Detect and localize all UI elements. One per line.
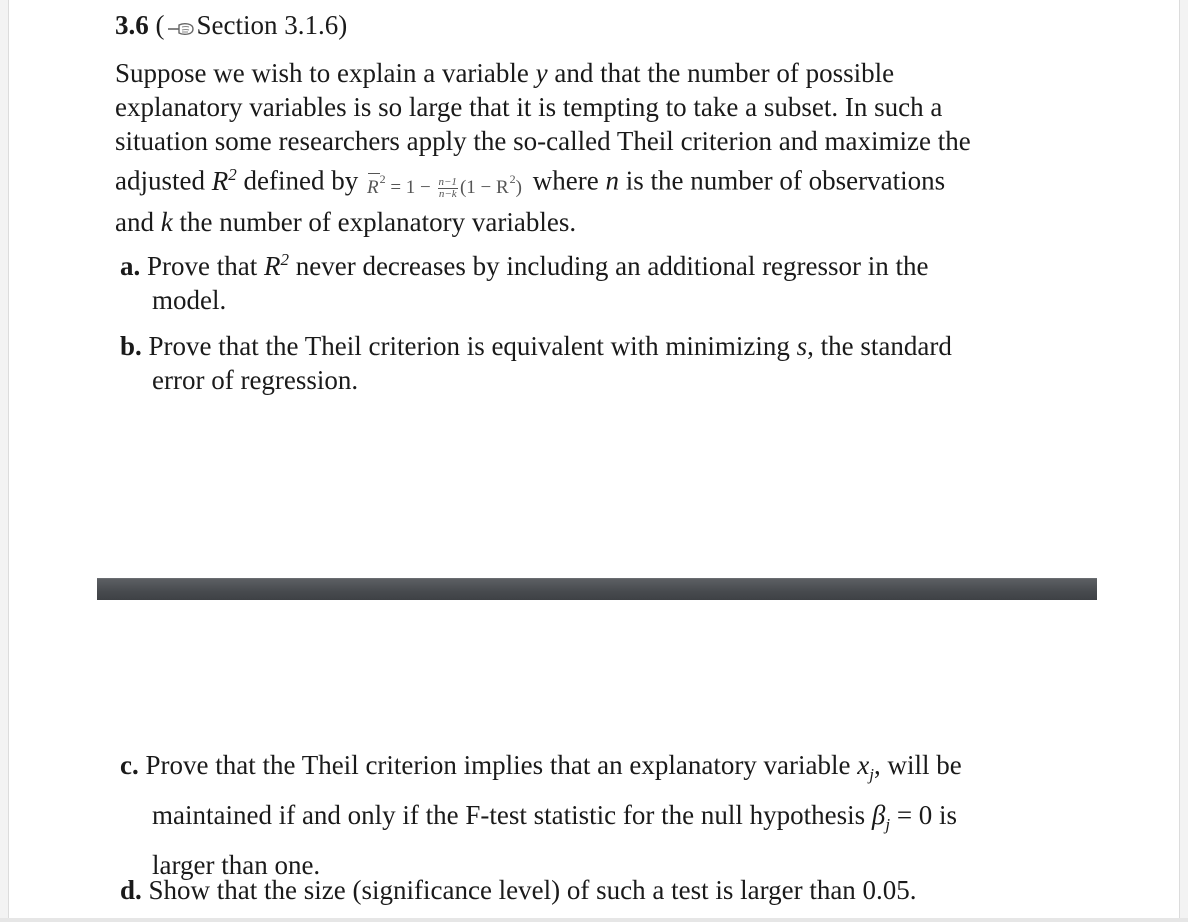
- item-b-label: b.: [120, 331, 142, 361]
- intro-line-2: explanatory variables is so large that it is tempting to take a subset. In such a: [115, 92, 943, 122]
- formula-fraction: $\frac{n-1}{n-k}$: [438, 176, 457, 201]
- exercise-header: [115, 8, 347, 45]
- item-c: c. Prove that the Theil criterion implies that an explanatory variable $x_j$, will be maintained if and only if the F-test statistic for the null hypothesis $\beta_j = 0$ is larger than one.: [120, 750, 962, 880]
- r-squared: $R^2$: [211, 164, 237, 196]
- r-squared: $R^2$: [263, 250, 289, 281]
- intro-line-4: adjusted $R^2$ defined by $R^2 = 1$ − $\frac{n-1}{n-k}$ $(1 - R^2)$ where n is the number of observations: [115, 162, 1075, 205]
- item-d-label: d.: [120, 875, 142, 905]
- left-frame-border: [0, 0, 9, 922]
- variable-s: s: [796, 331, 808, 361]
- item-d: d. Show that the size (significance level) of such a test is larger than 0.05.: [120, 875, 917, 905]
- right-frame-border: [1179, 0, 1188, 922]
- beta-j: $\beta_j$: [871, 800, 891, 834]
- intro-line-5: and k the number of explanatory variables.: [115, 207, 577, 237]
- variable-x-j: $x_j$: [857, 750, 874, 784]
- variable-n: n: [605, 165, 619, 196]
- bottom-frame-border: [0, 918, 1188, 922]
- section-reference[interactable]: Section 3.1.6): [196, 10, 348, 40]
- intro-line-1: Suppose we wish to explain a variable y and that the number of possible: [115, 58, 895, 88]
- item-c-label: c.: [120, 750, 139, 780]
- item-a-label: a.: [120, 251, 141, 281]
- variable-y: y: [535, 58, 548, 88]
- adjusted-r-squared-formula: $R^2 = 1$ − $\frac{n-1}{n-k}$ $(1 - R^2)$: [367, 162, 522, 205]
- variable-k: k: [160, 207, 173, 237]
- item-a: a. Prove that $R^2$ never decreases by including an additional regressor in the model.: [120, 250, 929, 315]
- exercise-number: 3.6: [115, 10, 149, 40]
- intro-paragraph: [115, 56, 1075, 239]
- open-paren: (: [155, 10, 165, 40]
- pointing-hand-icon[interactable]: [167, 11, 195, 45]
- intro-line-3: situation some researchers apply the so-called Theil criterion and maximize the: [115, 126, 971, 156]
- item-b: b. Prove that the Theil criterion is equivalent with minimizing s, the standard error of regression.: [120, 331, 952, 395]
- section-divider-bar: [97, 578, 1097, 600]
